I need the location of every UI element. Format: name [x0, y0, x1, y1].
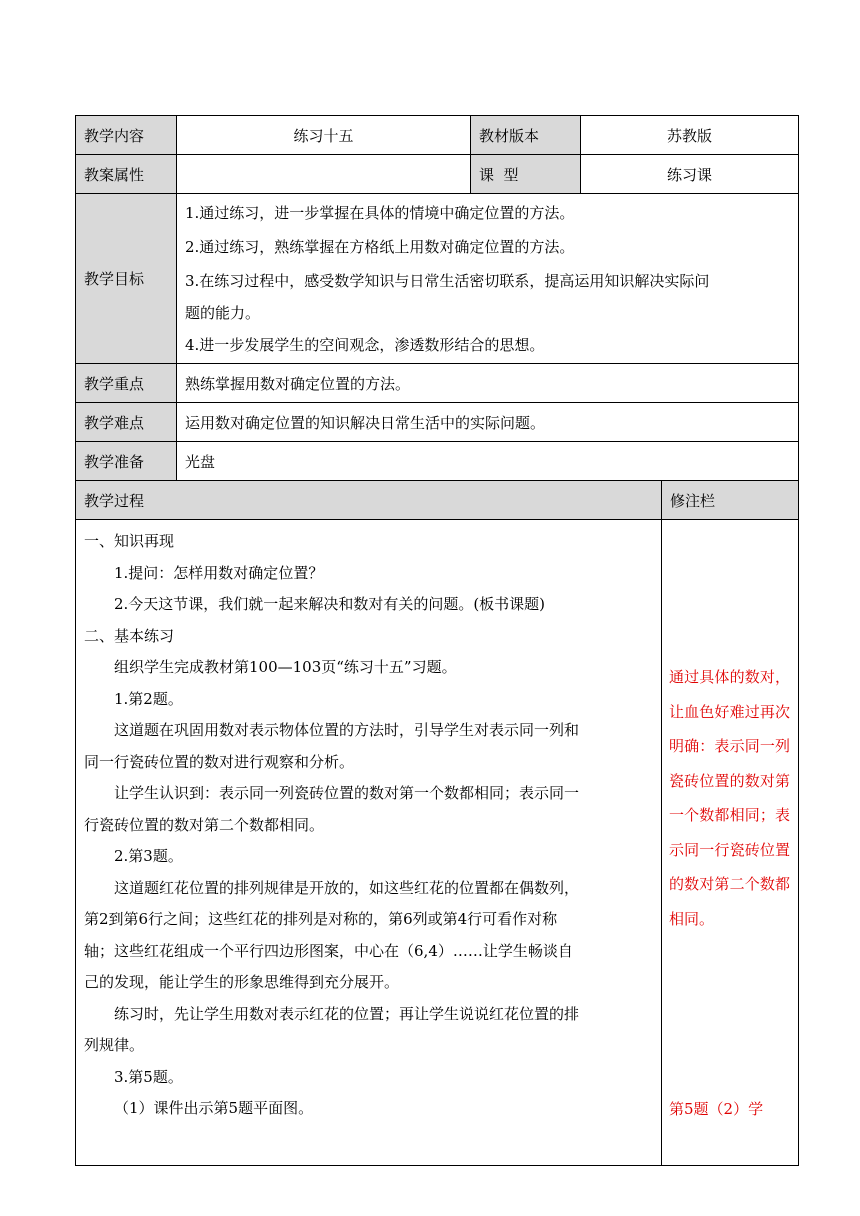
process-line: 这道题在巩固用数对表示物体位置的方法时，引导学生对表示同一列和 — [114, 721, 580, 739]
goal-item: 2.通过练习，熟练掌握在方格纸上用数对确定位置的方法。 — [185, 237, 575, 256]
difficulty-value: 运用数对确定位置的知识解决日常生活中的实际问题。 — [177, 403, 799, 442]
content-label: 教学内容 — [76, 116, 177, 155]
process-line: 行瓷砖位置的数对第二个数都相同。 — [84, 815, 325, 834]
process-content — [76, 520, 662, 1166]
process-label: 教学过程 — [76, 481, 662, 520]
process-line: 1.提问：怎样用数对确定位置？ — [114, 563, 324, 582]
goal-item: 3.在练习过程中，感受数学知识与日常生活密切联系，提高运用知识解决实际问 — [185, 271, 710, 290]
focus-label: 教学重点 — [76, 364, 177, 403]
margin-note: 第5题（2）学 — [669, 1100, 764, 1118]
lesson-plan-table — [75, 115, 798, 1166]
process-line: （1）课件出示第5题平面图。 — [114, 1099, 314, 1117]
process-line: 3.第5题。 — [114, 1067, 183, 1086]
attr-value — [177, 155, 471, 194]
process-line: 练习时，先让学生用数对表示红花的位置；再让学生说说红花位置的排 — [114, 1004, 580, 1023]
edition-value: 苏教版 — [581, 116, 799, 155]
goals-content — [177, 194, 799, 364]
focus-value: 熟练掌握用数对确定位置的方法。 — [177, 364, 799, 403]
process-line: 组织学生完成教材第100—103页“练习十五”习题。 — [114, 658, 457, 676]
process-line: 第2到第6行之间；这些红花的排列是对称的，第6列或第4行可看作对称 — [84, 910, 558, 928]
process-line: 轴；这些红花组成一个平行四边形图案，中心在（6,4）……让学生畅谈自 — [84, 941, 573, 960]
type-value: 练习课 — [581, 155, 799, 194]
prep-value: 光盘 — [177, 442, 799, 481]
notes-label: 修注栏 — [662, 481, 799, 520]
goals-label: 教学目标 — [76, 194, 177, 364]
process-line: 让学生认识到：表示同一列瓷砖位置的数对第一个数都相同；表示同一 — [114, 784, 580, 802]
type-label: 课 型 — [471, 155, 581, 194]
edition-label: 教材版本 — [471, 116, 581, 155]
process-line: 1.第2题。 — [114, 689, 183, 708]
goal-item: 1.通过练习，进一步掌握在具体的情境中确定位置的方法。 — [185, 203, 575, 222]
process-line: 2.今天这节课，我们就一起来解决和数对有关的问题。(板书课题) — [114, 595, 546, 613]
goal-item: 4.进一步发展学生的空间观念，渗透数形结合的思想。 — [185, 335, 545, 354]
attr-label: 教案属性 — [76, 155, 177, 194]
notes-column — [662, 520, 799, 1166]
process-line: 2.第3题。 — [114, 847, 183, 865]
process-line: 二、基本练习 — [84, 626, 175, 645]
process-line: 己的发现，能让学生的形象思维得到充分展开。 — [84, 973, 400, 991]
content-value: 练习十五 — [177, 116, 471, 155]
process-line: 这道题红花位置的排列规律是开放的，如这些红花的位置都在偶数列， — [114, 878, 580, 897]
process-line: 列规律。 — [84, 1036, 145, 1054]
process-line: 一、知识再现 — [84, 532, 175, 550]
difficulty-label: 教学难点 — [76, 403, 177, 442]
prep-label: 教学准备 — [76, 442, 177, 481]
goal-item: 题的能力。 — [185, 303, 261, 322]
process-line: 同一行瓷砖位置的数对进行观察和分析。 — [84, 752, 355, 771]
margin-note: 通过具体的数对，让血色好难过再次明确：表示同一列瓷砖位置的数对第一个数都相同；表示同一行瓷砖位置的数对第二个数都相同。 — [669, 668, 791, 928]
